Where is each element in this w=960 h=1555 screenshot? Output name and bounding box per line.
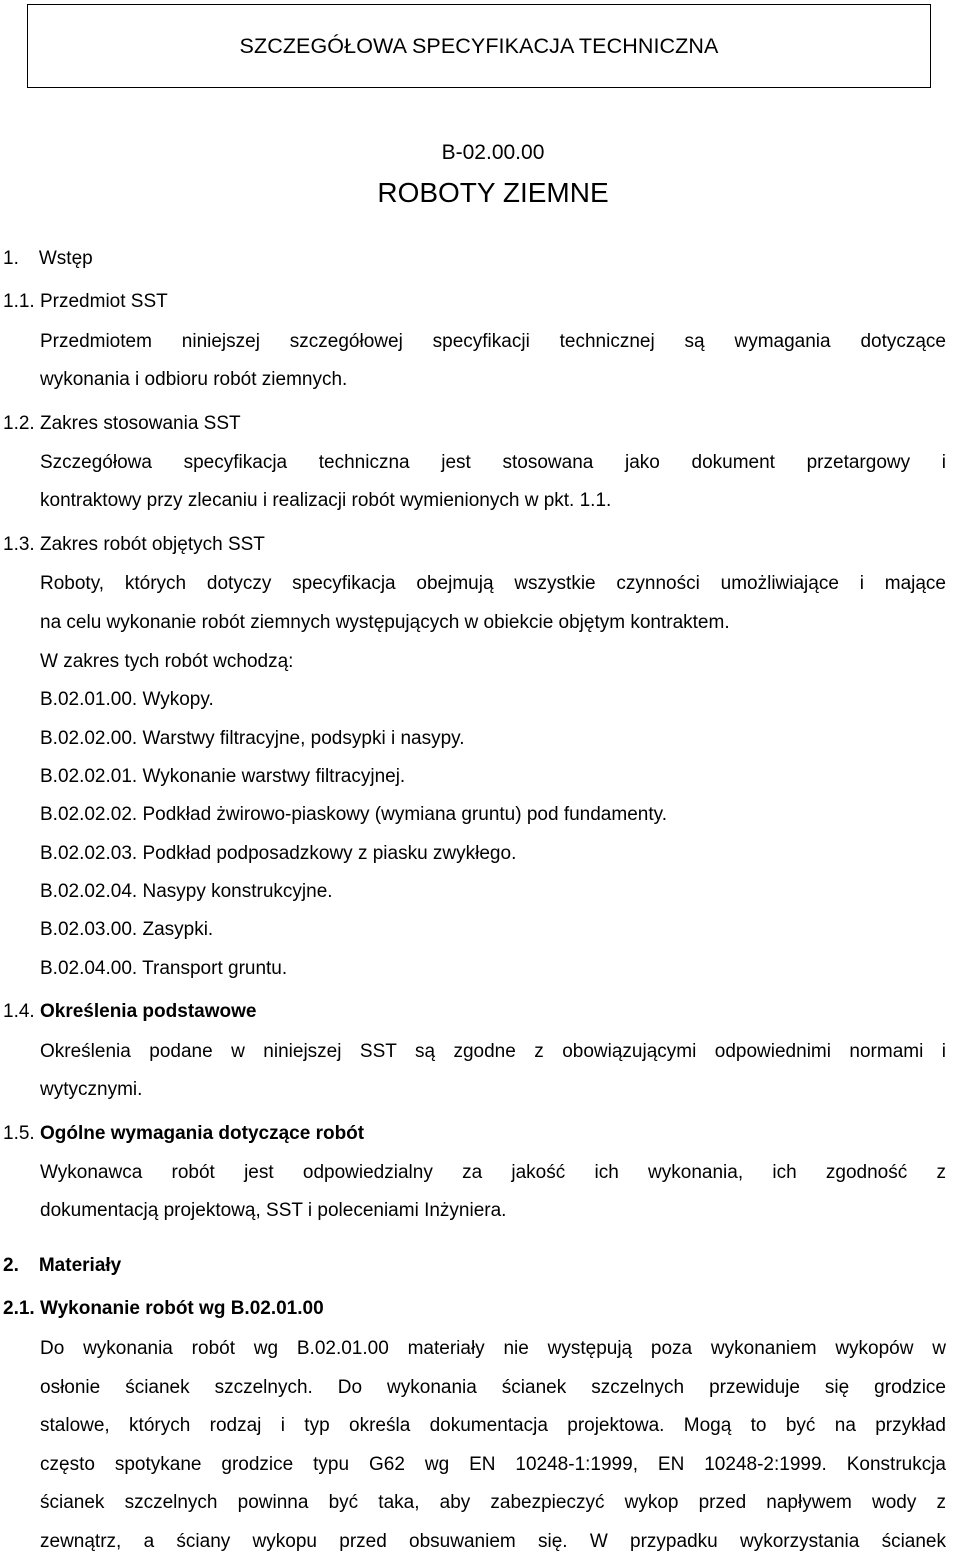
- section-title: Wstęp: [38, 248, 93, 269]
- section-1-1-line-1: Przedmiotem niniejszej szczegółowej specyfikacji technicznej są wymagania dotyczące: [40, 331, 946, 352]
- section-2-1-heading: [3, 1299, 324, 1318]
- section-title: Wykonanie robót wg B.02.01.00: [39, 1298, 324, 1319]
- list-item: B.02.04.00. Transport gruntu.: [40, 958, 288, 979]
- section-1-1-line-2: wykonania i odbioru robót ziemnych.: [40, 369, 348, 390]
- section-1-5-line-1: Wykonawca robót jest odpowiedzialny za jakość ich wykonania, ich zgodność z: [40, 1162, 946, 1183]
- list-item: B.02.02.00. Warstwy filtracyjne, podsypki i nasypy.: [40, 728, 465, 749]
- section-1-2-line-2: kontraktowy przy zlecaniu i realizacji robót wymienionych w pkt. 1.1.: [40, 490, 612, 511]
- header-box: [27, 4, 931, 88]
- section-title: Materiały: [38, 1255, 122, 1276]
- section-1-4-line-2: wytycznymi.: [40, 1079, 143, 1100]
- section-2-heading: [3, 1256, 121, 1275]
- section-1-5-heading: [3, 1124, 364, 1143]
- section-2-1-line-4: często spotykane grodzice typu G62 wg EN 10248-1:1999, EN 10248-2:1999. Konstrukcja: [40, 1454, 946, 1475]
- spec-code: B-02.00.00: [441, 141, 545, 164]
- section-1-2-heading: [3, 414, 241, 433]
- section-2-1-line-1: Do wykonania robót wg B.02.01.00 materiały nie występują poza wykonaniem wykopów w: [40, 1338, 946, 1359]
- section-title: Określenia podstawowe: [39, 1001, 257, 1022]
- section-title: Ogólne wymagania dotyczące robót: [39, 1123, 365, 1144]
- section-number: 1.: [3, 248, 19, 269]
- section-number: 2.1.: [3, 1298, 35, 1319]
- list-item: B.02.01.00. Wykopy.: [40, 689, 214, 710]
- section-1-3-line-3: W zakres tych robót wchodzą:: [40, 651, 294, 672]
- section-2-1-line-6: zewnątrz, a ściany wykopu przed obsuwaniem się. W przypadku wykorzystania ścianek: [40, 1531, 946, 1552]
- section-title: Przedmiot SST: [39, 291, 168, 312]
- section-1-2-line-1: Szczegółowa specyfikacja techniczna jest stosowana jako dokument przetargowy i: [40, 452, 946, 473]
- section-2-1-line-3: stalowe, których rodzaj i typ określa dokumentacja projektowa. Mogą to być na przykład: [40, 1415, 946, 1436]
- section-1-4-heading: [3, 1002, 256, 1021]
- list-item: B.02.02.02. Podkład żwirowo-piaskowy (wymiana gruntu) pod fundamenty.: [40, 804, 667, 825]
- section-1-3-line-1: Roboty, których dotyczy specyfikacja obejmują wszystkie czynności umożliwiające i mające: [40, 573, 946, 594]
- section-1-3-line-2: na celu wykonanie robót ziemnych występujących w obiekcie objętym kontraktem.: [40, 612, 730, 633]
- section-2-1-line-5: ścianek szczelnych powinna być taka, aby zabezpieczyć wykop przed napływem wody z: [40, 1492, 946, 1513]
- section-title: Zakres robót objętych SST: [39, 534, 265, 555]
- section-number: 1.5.: [3, 1123, 35, 1144]
- list-item: B.02.02.04. Nasypy konstrukcyjne.: [40, 881, 333, 902]
- section-number: 1.1.: [3, 291, 35, 312]
- section-1-1-heading: [3, 292, 168, 311]
- section-number: 2.: [3, 1255, 19, 1276]
- section-number: 1.3.: [3, 534, 35, 555]
- section-1-3-heading: [3, 535, 265, 554]
- list-item: B.02.02.03. Podkład podposadzkowy z piasku zwykłego.: [40, 843, 517, 864]
- document-header-title: SZCZEGÓŁOWA SPECYFIKACJA TECHNICZNA: [239, 34, 719, 58]
- section-1-heading: [3, 249, 93, 268]
- section-title: Zakres stosowania SST: [39, 413, 241, 434]
- section-1-4-line-1: Określenia podane w niniejszej SST są zgodne z obowiązującymi odpowiednimi normami i: [40, 1041, 946, 1062]
- list-item: B.02.02.01. Wykonanie warstwy filtracyjnej.: [40, 766, 406, 787]
- section-number: 1.4.: [3, 1001, 35, 1022]
- section-2-1-line-2: osłonie ścianek szczelnych. Do wykonania ścianek szczelnych przewiduje się grodzice: [40, 1377, 946, 1398]
- section-number: 1.2.: [3, 413, 35, 434]
- list-item: B.02.03.00. Zasypki.: [40, 919, 214, 940]
- spec-title: ROBOTY ZIEMNE: [377, 177, 609, 208]
- section-1-5-line-2: dokumentacją projektową, SST i poleceniami Inżyniera.: [40, 1200, 507, 1221]
